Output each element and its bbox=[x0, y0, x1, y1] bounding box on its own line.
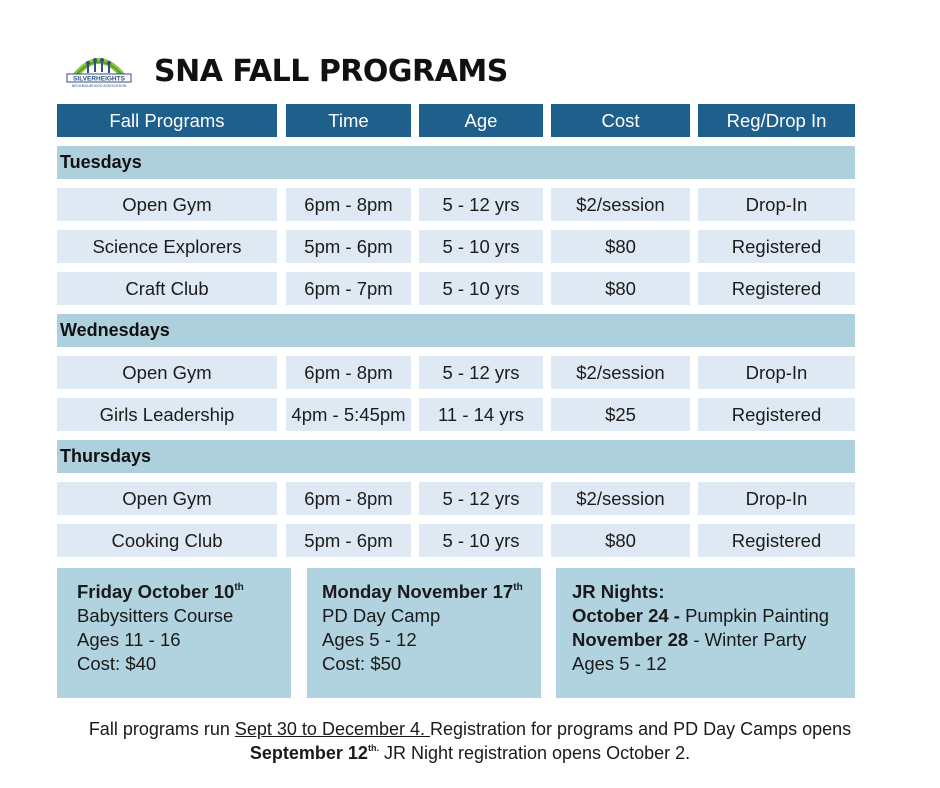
cell-age: 5 - 12 yrs bbox=[419, 482, 543, 515]
friday-heading: Friday October 10 bbox=[77, 581, 235, 602]
cell-reg: Drop-In bbox=[698, 482, 855, 515]
cell-cost: $2/session bbox=[551, 482, 690, 515]
friday-line2: Ages 11 - 16 bbox=[77, 629, 181, 650]
cell-time: 6pm - 8pm bbox=[286, 356, 411, 389]
jr-event1-name: Pumpkin Painting bbox=[679, 605, 830, 626]
header-age: Age bbox=[419, 104, 543, 137]
friday-babysitters-box bbox=[57, 568, 291, 698]
cell-cost: $25 bbox=[551, 398, 690, 431]
svg-text:SILVERHEIGHTS: SILVERHEIGHTS bbox=[73, 75, 125, 83]
cell-cost: $2/session bbox=[551, 188, 690, 221]
cell-program: Craft Club bbox=[57, 272, 277, 305]
monday-line2: Ages 5 - 12 bbox=[322, 629, 417, 650]
footer-part2: Registration for programs and PD Day Camps opens bbox=[429, 719, 852, 739]
monday-line3: Cost: $50 bbox=[322, 653, 402, 674]
footer-note bbox=[0, 717, 940, 765]
monday-line1: PD Day Camp bbox=[322, 605, 441, 626]
jr-event2-name: - Winter Party bbox=[688, 629, 807, 650]
cell-program: Science Explorers bbox=[57, 230, 277, 263]
cell-time: 6pm - 8pm bbox=[286, 482, 411, 515]
cell-age: 5 - 10 yrs bbox=[419, 272, 543, 305]
jr-event1-date: October 24 - bbox=[572, 605, 680, 626]
silverheights-logo bbox=[66, 47, 132, 89]
cell-age: 5 - 10 yrs bbox=[419, 524, 543, 557]
footer-date2-sup: th. bbox=[367, 743, 379, 753]
day-band-thursdays: Thursdays bbox=[57, 440, 855, 473]
day-band-tuesdays: Tuesdays bbox=[57, 146, 855, 179]
cell-program: Cooking Club bbox=[57, 524, 277, 557]
cell-reg: Registered bbox=[698, 398, 855, 431]
cell-cost: $80 bbox=[551, 524, 690, 557]
cell-program: Open Gym bbox=[57, 188, 277, 221]
header-reg: Reg/Drop In bbox=[698, 104, 855, 137]
friday-heading-sup: th bbox=[234, 582, 244, 593]
cell-age: 5 - 12 yrs bbox=[419, 188, 543, 221]
day-band-wednesdays: Wednesdays bbox=[57, 314, 855, 347]
friday-line1: Babysitters Course bbox=[77, 605, 234, 626]
cell-time: 6pm - 8pm bbox=[286, 188, 411, 221]
cell-time: 5pm - 6pm bbox=[286, 524, 411, 557]
svg-text:NEIGHBOURHOOD ASSOCIATION: NEIGHBOURHOOD ASSOCIATION bbox=[71, 84, 127, 88]
cell-reg: Registered bbox=[698, 524, 855, 557]
page-title: SNA FALL PROGRAMS bbox=[154, 54, 508, 89]
header-cost: Cost bbox=[551, 104, 690, 137]
cell-time: 5pm - 6pm bbox=[286, 230, 411, 263]
cell-time: 4pm - 5:45pm bbox=[286, 398, 411, 431]
cell-cost: $80 bbox=[551, 272, 690, 305]
cell-time: 6pm - 7pm bbox=[286, 272, 411, 305]
cell-reg: Drop-In bbox=[698, 356, 855, 389]
jr-event2-date: November 28 bbox=[572, 629, 689, 650]
monday-pd-day-box bbox=[307, 568, 541, 698]
cell-cost: $80 bbox=[551, 230, 690, 263]
monday-heading: Monday November 17 bbox=[322, 581, 514, 602]
cell-reg: Registered bbox=[698, 272, 855, 305]
header-program: Fall Programs bbox=[57, 104, 277, 137]
cell-program: Girls Leadership bbox=[57, 398, 277, 431]
monday-heading-sup: th bbox=[513, 582, 523, 593]
footer-dates: Sept 30 to December 4. bbox=[234, 719, 430, 739]
footer-part1: Fall programs run bbox=[88, 719, 235, 739]
header-time: Time bbox=[286, 104, 411, 137]
cell-reg: Drop-In bbox=[698, 188, 855, 221]
footer-part3: JR Night registration opens October 2. bbox=[378, 743, 691, 763]
jr-heading: JR Nights: bbox=[572, 581, 665, 602]
cell-program: Open Gym bbox=[57, 356, 277, 389]
cell-cost: $2/session bbox=[551, 356, 690, 389]
footer-date2: September 12 bbox=[249, 743, 368, 763]
jr-nights-box bbox=[556, 568, 855, 698]
cell-reg: Registered bbox=[698, 230, 855, 263]
cell-age: 11 - 14 yrs bbox=[419, 398, 543, 431]
cell-age: 5 - 12 yrs bbox=[419, 356, 543, 389]
jr-ages: Ages 5 - 12 bbox=[572, 653, 667, 674]
cell-program: Open Gym bbox=[57, 482, 277, 515]
friday-line3: Cost: $40 bbox=[77, 653, 157, 674]
cell-age: 5 - 10 yrs bbox=[419, 230, 543, 263]
